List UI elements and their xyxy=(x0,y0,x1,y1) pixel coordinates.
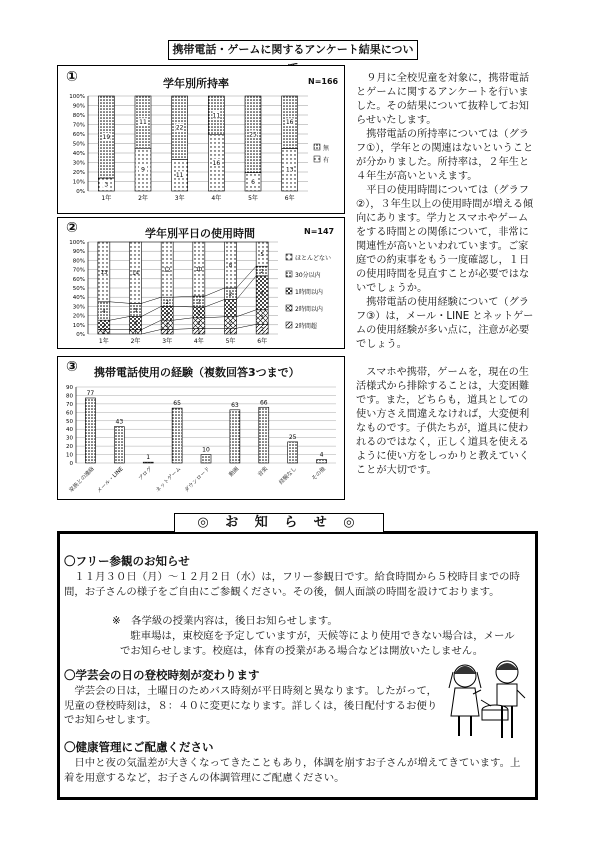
chart1-box xyxy=(57,65,345,214)
chart3-ytick: 50 xyxy=(66,418,73,425)
chart1-data-label: 16 xyxy=(212,159,221,167)
chart2-svg xyxy=(58,218,344,348)
chart2-ytick: 0% xyxy=(76,332,85,338)
notice1-note2: 駐車場は，東校庭を予定していますが，天候等により使用できない場合は，メールでお知らせします。校庭は，体育の授業がある場合などは開放いたしません。 xyxy=(120,630,515,657)
chart2-title: 学年別平日の使用時間 xyxy=(145,227,255,240)
chart1-data-label: 11 xyxy=(212,112,221,120)
chart3-xtick: 音楽 xyxy=(257,466,270,479)
chart3-xtick: 経験なし xyxy=(278,466,299,486)
chart2-data-label: 12 xyxy=(163,267,171,274)
chart1-data-label: 11 xyxy=(175,172,184,180)
chart3-bar xyxy=(288,442,298,463)
chart3-xtick: 家族との連絡 xyxy=(68,466,96,494)
chart1-ytick: 20% xyxy=(72,170,85,176)
chart1-n: N=166 xyxy=(308,77,339,86)
chart3-bar xyxy=(201,455,211,463)
chart1-legend-label: 無 xyxy=(323,145,330,152)
chart3-data-label: 63 xyxy=(231,401,239,409)
chart3-xtick: その他 xyxy=(311,466,327,483)
chart2-n: N=147 xyxy=(304,227,335,236)
chart2-data-label: 1 xyxy=(102,329,106,336)
chart2-data-label: 1 xyxy=(133,329,138,336)
chart2-series-line xyxy=(142,297,162,303)
notice1-heading: 〇フリー参観のお知らせ xyxy=(64,554,190,568)
chart3-number: ③ xyxy=(66,359,78,375)
chart2-series-line xyxy=(110,302,130,304)
chart2-ytick: 40% xyxy=(72,295,85,302)
chart1-ytick: 50% xyxy=(72,141,85,148)
chart2-ytick: 60% xyxy=(72,276,85,283)
chart1-xtick: 5年 xyxy=(248,195,258,202)
chart2-legend-label: 30分以内 xyxy=(295,272,321,279)
chart2-xtick: 3年 xyxy=(162,338,173,345)
page-title: 携帯電話・ゲームに関するアンケート結果につい xyxy=(168,40,418,60)
chart3-box xyxy=(57,356,345,500)
chart2-data-label: 2 xyxy=(197,321,201,328)
chart1-xtick: 2年 xyxy=(138,195,148,202)
chart2-legend-label: ほとんどない xyxy=(295,255,332,262)
chart2-data-label: 3 xyxy=(133,307,138,314)
chart2-xtick: 1年 xyxy=(98,338,109,345)
chart3-ytick: 20 xyxy=(66,444,73,451)
chart3-ytick: 0 xyxy=(69,461,73,467)
chart3-xtick: ブログ xyxy=(137,466,154,483)
chart3-ytick: 90 xyxy=(66,385,73,391)
chart1-data-label: 16 xyxy=(285,119,294,127)
notice2-body: 学芸会の日は，土曜日のためバス時刻が平日時刻と異なります。したがって，児童の登校時刻は，８：４０に変更になります。詳しくは，後日配付するお便りでお知らせします。 xyxy=(64,685,438,726)
chart2-data-label: 14 xyxy=(132,270,139,277)
chart2-series-line xyxy=(173,318,193,320)
chart2-ytick: 10% xyxy=(72,322,85,329)
chart2-legend-label: 1時間以内 xyxy=(295,289,323,296)
chart2-data-label: 2 xyxy=(165,322,169,329)
chart1-data-label: 22 xyxy=(175,124,184,132)
chart3-bar xyxy=(85,398,95,463)
chart3-svg xyxy=(58,357,344,499)
chart1-ytick: 40% xyxy=(72,151,85,157)
chart3-data-label: 77 xyxy=(86,389,95,397)
chart3-bar xyxy=(317,460,327,463)
chart1-legend-swatch xyxy=(314,156,320,162)
chart3-data-label: 66 xyxy=(259,399,268,407)
chart2-ytick: 30% xyxy=(72,304,85,311)
side-p4: 携帯電話の使用経験について（グラフ③）は，メール・LINE とネットゲームの使用経験が多い点に，注意が必要でしょう。 xyxy=(356,297,534,350)
chart3-xtick: メール・LINE xyxy=(96,466,125,495)
chart2-series-line xyxy=(205,300,225,307)
chart3-data-label: 10 xyxy=(202,446,210,454)
chart3-bar xyxy=(259,407,269,463)
chart2-data-label: 4 xyxy=(102,309,106,315)
chart2-data-label: 3 xyxy=(165,311,169,318)
chart2-series-line xyxy=(142,306,162,316)
chart1-xtick: 4年 xyxy=(211,195,222,202)
chart3-data-label: 43 xyxy=(115,418,124,426)
chart2-ytick: 80% xyxy=(72,258,85,265)
chart1-data-label: 13 xyxy=(285,166,294,174)
chart2-data-label: 8 xyxy=(228,263,233,269)
notice1-body: １１月３０日（月）～１２月２日（水）は，フリー参観日です。給食時間から５校時目までの時間，お子さんの様子をご自由にご参観ください。その後，個人面談の時間を設けております。 xyxy=(64,571,520,598)
side-p1: ９月に全校児童を対象に，携帯電話とゲームに関するアンケートを行いました。その結果について抜粋してお知らせいたします。 xyxy=(356,73,530,126)
chart2-series-line xyxy=(205,288,225,296)
chart2-legend-swatch xyxy=(286,288,292,294)
side-p2: 携帯電話の所持率については（グラフ①），学年との関連はないということが分かりました。所持率は，２年生と４年生が高いといえます。 xyxy=(356,129,534,182)
chart3-ytick: 40 xyxy=(66,427,73,434)
chart3-xtick: 動画 xyxy=(228,466,241,479)
children-with-drum-illustration xyxy=(445,654,533,744)
chart2-legend-swatch xyxy=(286,322,292,328)
chart2-data-label: 3 xyxy=(228,306,233,313)
chart2-xtick: 6年 xyxy=(257,338,268,345)
chart2-data-label: 2 xyxy=(102,322,106,329)
chart3-data-label: 4 xyxy=(319,451,324,459)
chart1-number: ① xyxy=(66,69,78,85)
chart2-data-label: 13 xyxy=(100,269,108,276)
chart2-series-line xyxy=(110,316,130,320)
chart1-ytick: 60% xyxy=(72,132,85,138)
chart1-data-label: 25 xyxy=(249,131,257,139)
chart2-ytick: 70% xyxy=(72,267,85,274)
chart3-bar xyxy=(230,410,240,463)
chart2-data-label: 3 xyxy=(260,315,264,322)
chart2-data-label: 2 xyxy=(228,320,233,327)
chart2-legend-swatch xyxy=(286,254,292,260)
side-p5: スマホや携帯，ゲームを，現在の生活様式から排除することは，大変困難です。また，どちらも，道具としての使い方さえ間違えなければ，大変便利なものです。子供たちが，道具に使われるのではなく，正しく道具を使えるように使い方をしっかりと教えていくことが大切です。 xyxy=(356,367,530,476)
chart1-data-label: 3 xyxy=(104,181,109,189)
chart2-ytick: 50% xyxy=(72,286,85,292)
chart2-data-label: 2 xyxy=(165,299,169,306)
chart2-series-line xyxy=(142,329,162,334)
chart1-ytick: 30% xyxy=(72,160,85,167)
chart2-xtick: 5年 xyxy=(225,338,236,345)
chart2-data-label: 2 xyxy=(228,291,233,298)
chart2-data-label: 1 xyxy=(197,329,201,336)
notice-box xyxy=(57,531,538,800)
chart2-legend-swatch xyxy=(286,305,292,311)
chart3-bar xyxy=(143,462,153,463)
chart1-ytick: 10% xyxy=(72,179,85,186)
chart1-svg xyxy=(58,66,344,213)
chart3-data-label: 25 xyxy=(288,433,297,441)
chart1-data-label: 11 xyxy=(139,119,147,127)
chart1-legend-label: 有 xyxy=(323,157,330,164)
chart2-box xyxy=(57,217,345,349)
chart1-ytick: 90% xyxy=(72,103,85,110)
chart1-xtick: 3年 xyxy=(174,195,185,202)
chart1-title: 学年別所持率 xyxy=(163,77,229,90)
chart2-series-line xyxy=(237,276,257,300)
notice3-heading: 〇健康管理にご配慮ください xyxy=(64,740,214,754)
chart2-data-label: 7 xyxy=(260,290,264,297)
chart2-data-label: 1 xyxy=(165,329,169,336)
chart3-title: 携帯電話使用の経験（複数回答3つまで） xyxy=(94,366,300,379)
chart2-legend-label: 2時間超 xyxy=(295,323,317,330)
chart1-xtick: 6年 xyxy=(284,195,295,202)
chart1-xtick: 1年 xyxy=(101,195,112,202)
chart3-data-label: 65 xyxy=(173,400,181,408)
notice2-heading: 〇学芸会の日の登校時刻が変わります xyxy=(64,668,260,682)
chart2-xtick: 4年 xyxy=(193,338,204,345)
chart3-bar xyxy=(114,427,124,463)
chart2-legend-label: 2時間以内 xyxy=(295,306,323,313)
chart3-xtick: ダウンロード xyxy=(183,466,212,494)
chart2-data-label: 2 xyxy=(260,269,264,276)
chart1-data-label: 6 xyxy=(251,178,255,186)
chart1-data-label: 19 xyxy=(102,134,111,142)
side-p3: 平日の使用時間については（グラフ②），３年生以上の使用時間が増える傾向にあります。学力とスマホやゲームをする時間との関係について，非常に関連性が高いといわれています。ご家庭での約束事をもう一度確認し，１日の使用時間を見直すことが必要ではないでしょうか。 xyxy=(356,185,534,294)
chart3-ytick: 10 xyxy=(66,452,73,459)
chart1-data-label: 9 xyxy=(141,166,145,174)
chart2-data-label: 2 xyxy=(260,327,264,334)
side-text xyxy=(356,72,538,478)
chart2-xtick: 2年 xyxy=(130,338,141,345)
chart3-bar xyxy=(172,408,182,463)
chart3-ytick: 30 xyxy=(66,435,73,442)
notice3-body: 日中と夜の気温差が大きくなってきたこともあり，体調を崩すお子さんが増えてきています。上着を用意するなど，お子さんの体調管理にご配慮ください。 xyxy=(64,757,521,784)
chart3-ytick: 60 xyxy=(66,410,73,417)
chart2-data-label: 10 xyxy=(195,267,203,274)
chart2-data-label: 2 xyxy=(197,310,201,317)
notice1-note1: ※ 各学級の授業内容は，後日お知らせします。 xyxy=(112,615,338,627)
chart3-ytick: 70 xyxy=(66,401,73,408)
chart1-ytick: 0% xyxy=(76,189,85,195)
chart1-ytick: 100% xyxy=(69,94,85,100)
chart3-xtick: ネットゲーム xyxy=(155,466,183,494)
chart2-series-line xyxy=(205,317,225,318)
chart1-ytick: 80% xyxy=(72,113,85,119)
chart2-ytick: 20% xyxy=(72,313,85,320)
chart2-data-label: 1 xyxy=(228,329,233,336)
chart2-data-label: 3 xyxy=(133,321,138,328)
chart3-ytick: 80 xyxy=(66,393,73,400)
chart2-number: ② xyxy=(66,220,78,236)
chart3-data-label: 1 xyxy=(146,454,151,462)
chart1-legend-swatch xyxy=(314,144,320,150)
chart2-legend-swatch xyxy=(286,271,292,277)
chart2-ytick: 90% xyxy=(72,249,85,256)
notice-header: ◎ お 知 ら せ ◎ xyxy=(174,513,384,533)
chart2-ytick: 100% xyxy=(69,240,85,246)
chart2-data-label: 5 xyxy=(260,252,264,259)
chart1-ytick: 70% xyxy=(72,122,85,129)
chart2-data-label: 2 xyxy=(197,299,201,306)
chart2-series-line xyxy=(173,329,193,330)
